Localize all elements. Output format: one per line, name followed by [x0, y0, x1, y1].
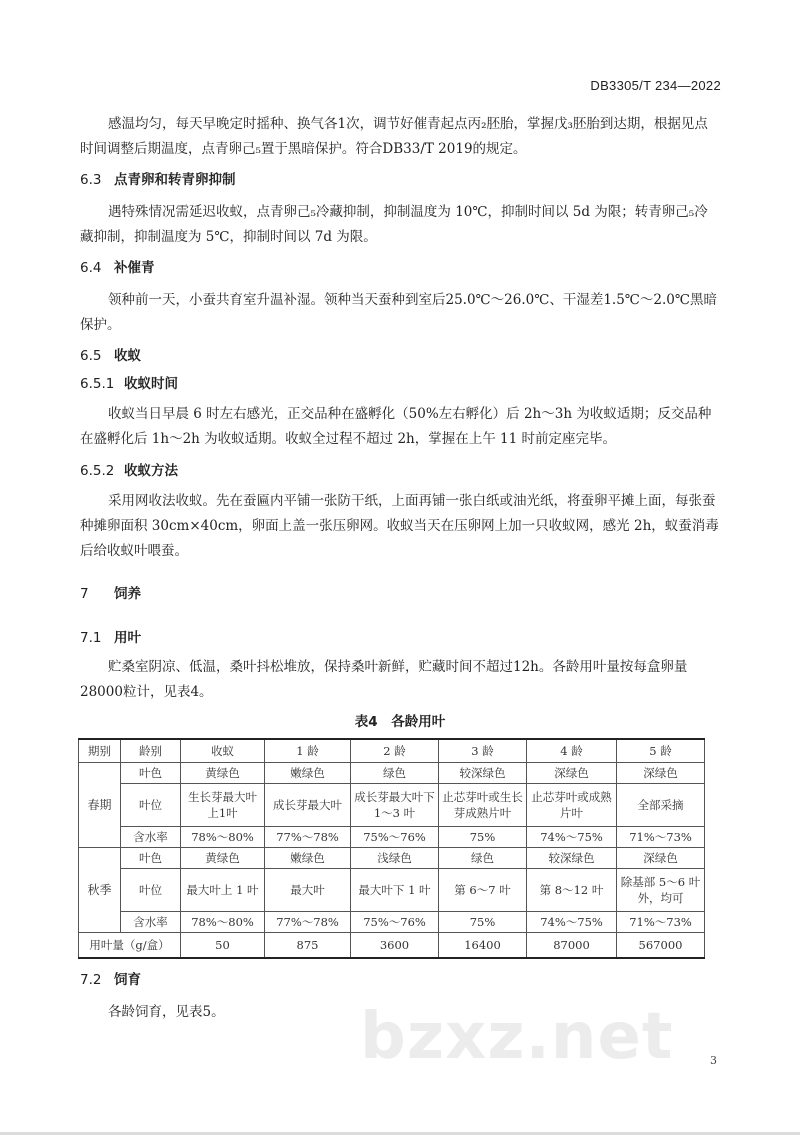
table-cell: 第 6～7 叶	[439, 869, 527, 912]
table-cell: 嫩绿色	[265, 763, 351, 784]
heading-title: 饲养	[114, 586, 141, 602]
table-cell: 77%～78%	[265, 827, 351, 848]
table-cell: 深绿色	[527, 763, 617, 784]
table-cell: 50	[181, 933, 265, 959]
table-cell: 71%～73%	[617, 827, 705, 848]
heading-title: 收蚁时间	[124, 376, 178, 392]
heading-number: 6.5	[80, 348, 102, 364]
table-cell: 75%	[439, 912, 527, 933]
table-row	[79, 869, 705, 912]
row-label: 叶色	[121, 763, 181, 784]
table-cell: 71%～73%	[617, 912, 705, 933]
table-cell: 最大叶下 1 叶	[351, 869, 439, 912]
paragraph-6-5-1: 收蚁当日早晨 6 时左右感光，正交品种在盛孵化（50%左右孵化）后 2h～3h 为收蚁适期；反交品种在盛孵化后 1h～2h 为收蚁适期。收蚁全过程不超过 2h，掌握在上午 11 时前定座完毕。	[80, 406, 712, 447]
table-header-row	[79, 739, 705, 763]
heading-title: 补催青	[114, 260, 155, 276]
heading-title: 用叶	[114, 630, 141, 646]
table-caption: 表4 各龄用叶	[354, 714, 446, 730]
table-row	[79, 763, 705, 784]
table-cell: 74%～75%	[527, 827, 617, 848]
table-row-total	[79, 933, 705, 959]
heading-number: 6.5.2	[80, 463, 115, 479]
heading-number: 6.3	[80, 172, 102, 188]
heading-6-5-2	[80, 459, 178, 479]
paragraph-7-1: 贮桑室阴凉、低温，桑叶抖松堆放，保持桑叶新鲜，贮藏时间不超过12h。各龄用叶量按每盒卵量28000粒计，见表4。	[80, 659, 688, 700]
table-cell: 除基部 5～6 叶外，均可	[617, 869, 705, 912]
heading-title: 点青卵和转青卵抑制	[114, 172, 236, 188]
page-number: 3	[710, 1054, 717, 1067]
watermark: bzxz.net	[360, 1000, 674, 1074]
table-cell: 成长芽最大叶下 1～3 叶	[351, 784, 439, 827]
table-cell: 3600	[351, 933, 439, 959]
table-cell: 75%	[439, 827, 527, 848]
table-row	[79, 827, 705, 848]
row-label: 叶位	[121, 784, 181, 827]
table-cell: 74%～75%	[527, 912, 617, 933]
paragraph-continued: 感温均匀，每天早晚定时摇种、换气各1次，调节好催青起点丙₂胚胎，掌握戊₃胚胎到达期，根据见点时间调整后期温度，点青卵己₅置于黑暗保护。符合DB33/T 2019的规定。	[80, 116, 708, 157]
table-cell: 第 8～12 叶	[527, 869, 617, 912]
header-cell: 5 龄	[617, 739, 705, 763]
header-cell: 收蚁	[181, 739, 265, 763]
table-cell: 全部采摘	[617, 784, 705, 827]
table-cell: 最大叶	[265, 869, 351, 912]
heading-7-2	[80, 968, 141, 988]
season-cell-spring: 春期	[79, 763, 121, 848]
table-cell: 嫩绿色	[265, 848, 351, 869]
header-cell: 龄别	[121, 739, 181, 763]
table-cell: 567000	[617, 933, 705, 959]
row-label: 叶色	[121, 848, 181, 869]
season-cell-autumn: 秋季	[79, 848, 121, 933]
paragraph-6-4: 领种前一天，小蚕共育室升温补湿。领种当天蚕种到室后25.0℃～26.0℃、干湿差1.5℃～2.0℃黑暗保护。	[80, 292, 717, 333]
heading-title: 饲育	[114, 972, 141, 988]
header-cell: 3 龄	[439, 739, 527, 763]
header-cell: 1 龄	[265, 739, 351, 763]
table-cell: 成长芽最大叶	[265, 784, 351, 827]
heading-title: 收蚁	[114, 348, 141, 364]
table-cell: 黄绿色	[181, 763, 265, 784]
table-cell: 止芯芽叶或成熟片叶	[527, 784, 617, 827]
table-cell: 较深绿色	[527, 848, 617, 869]
document-code: DB3305/T 234—2022	[590, 78, 721, 93]
table-cell: 16400	[439, 933, 527, 959]
table-cell: 75%～76%	[351, 827, 439, 848]
heading-6-5	[80, 344, 141, 364]
table-row	[79, 912, 705, 933]
table-row	[79, 784, 705, 827]
table-row	[79, 848, 705, 869]
table-cell: 875	[265, 933, 351, 959]
table-cell: 75%～76%	[351, 912, 439, 933]
heading-6-3	[80, 168, 236, 188]
heading-7-1	[80, 626, 141, 646]
paragraph-6-5-2: 采用网收法收蚁。先在蚕匾内平铺一张防干纸，上面再铺一张白纸或油光纸，将蚕卵平摊上面，每张蚕种摊卵面积 30cm×40cm，卵面上盖一张压卵网。收蚁当天在压卵网上加一只收蚁网，感光 2h，蚁蚕消毒后给收蚁叶喂蚕。	[80, 493, 719, 559]
table-cell: 较深绿色	[439, 763, 527, 784]
paragraph-6-3: 遇特殊情况需延迟收蚁，点青卵己₅冷藏抑制，抑制温度为 10℃，抑制时间以 5d 为限；转青卵己₅冷藏抑制，抑制温度为 5℃，抑制时间以 7d 为限。	[80, 204, 708, 245]
table-cell: 深绿色	[617, 848, 705, 869]
table-cell: 87000	[527, 933, 617, 959]
table-cell: 绿色	[351, 763, 439, 784]
row-label: 含水率	[121, 827, 181, 848]
table-cell: 止芯芽叶或生长芽成熟片叶	[439, 784, 527, 827]
heading-number: 7	[80, 586, 89, 602]
table-cell: 生长芽最大叶上1叶	[181, 784, 265, 827]
heading-title: 收蚁方法	[124, 463, 178, 479]
heading-number: 6.4	[80, 260, 102, 276]
heading-number: 6.5.1	[80, 376, 115, 392]
heading-number: 7.1	[80, 630, 102, 646]
heading-number: 7.2	[80, 972, 102, 988]
header-cell: 期别	[79, 739, 121, 763]
table-cell: 78%～80%	[181, 912, 265, 933]
heading-6-4	[80, 256, 155, 276]
leaf-usage-table	[78, 738, 705, 959]
row-label: 叶位	[121, 869, 181, 912]
table-cell: 78%～80%	[181, 827, 265, 848]
table-cell: 最大叶上 1 叶	[181, 869, 265, 912]
heading-7	[80, 582, 141, 602]
bottom-divider	[0, 1132, 800, 1135]
table-cell: 77%～78%	[265, 912, 351, 933]
header-cell: 2 龄	[351, 739, 439, 763]
row-label: 含水率	[121, 912, 181, 933]
row-label: 用叶量（g/盒）	[79, 933, 181, 959]
table-cell: 深绿色	[617, 763, 705, 784]
table-cell: 绿色	[439, 848, 527, 869]
table-cell: 黄绿色	[181, 848, 265, 869]
table-cell: 浅绿色	[351, 848, 439, 869]
header-cell: 4 龄	[527, 739, 617, 763]
paragraph-7-2: 各龄饲育，见表5。	[108, 1004, 225, 1020]
heading-6-5-1	[80, 372, 178, 392]
